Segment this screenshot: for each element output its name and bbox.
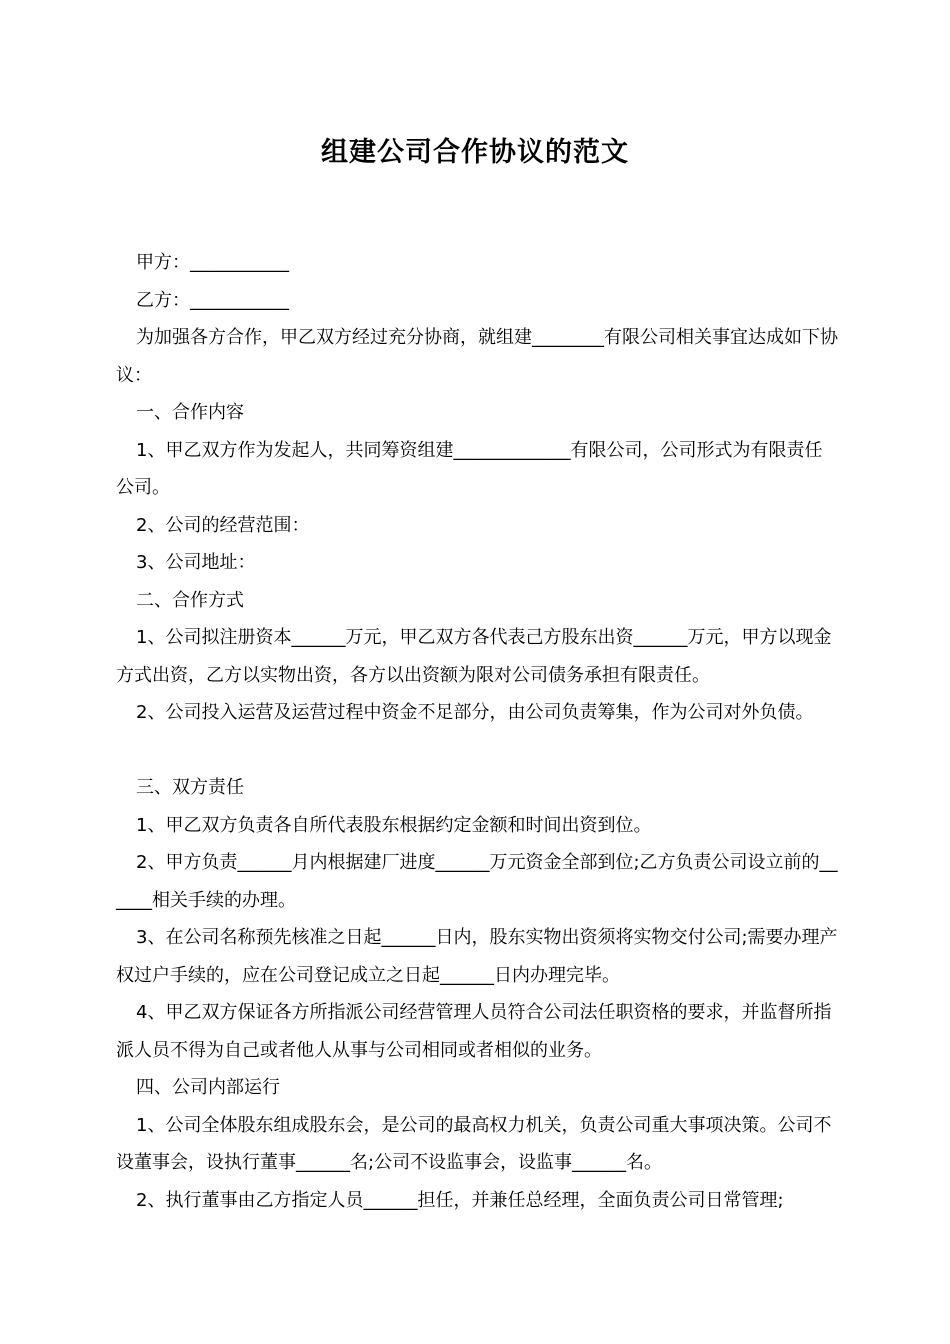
- clause-3-4: 4、甲乙双方保证各方所指派公司经营管理人员符合公司法任职资格的要求，并监督所指派人员不得为自己或者他人从事与公司相同或者相似的业务。: [116, 1002, 832, 1061]
- clause-1-3: 3、公司地址：: [136, 552, 256, 573]
- clause-2-1: 1、公司拟注册资本______万元，甲乙双方各代表己方股东出资______万元，甲方以现金方式出资，乙方以实物出资，各方以出资额为限对公司债务承担有限责任。: [116, 627, 832, 686]
- party-b-line: 乙方：___________: [136, 289, 289, 311]
- clause-4-1: 1、公司全体股东组成股东会，是公司的最高权力机关，负责公司重大事项决策。公司不设董事会，设执行董事______名;公司不设监事会，设监事______名。: [116, 1114, 832, 1173]
- clause-1-1: 1、甲乙双方作为发起人，共同筹资组建_____________有限公司，公司形式为有限责任公司。: [116, 439, 823, 498]
- clause-3-1: 1、甲乙双方负责各自所代表股东根据约定金额和时间出资到位。: [136, 814, 652, 836]
- section-heading-1: 一、合作内容: [136, 402, 244, 423]
- document-title: 组建公司合作协议的范文: [321, 137, 629, 168]
- section-heading-4: 四、公司内部运行: [136, 1077, 280, 1098]
- party-a-line: 甲方：___________: [136, 252, 289, 273]
- paragraph-spacer: [116, 732, 838, 770]
- document-body: [116, 244, 838, 1219]
- clause-3-3: 3、在公司名称预先核准之日起______日内，股东实物出资须将实物交付公司;需要办理产权过户手续的，应在公司登记成立之日起______日内办理完毕。: [116, 927, 838, 986]
- section-heading-2: 二、合作方式: [136, 589, 244, 611]
- section-heading-3: 三、双方责任: [136, 777, 244, 798]
- clause-2-2: 2、公司投入运营及运营过程中资金不足部分，由公司负责筹集，作为公司对外负债。: [136, 702, 814, 723]
- clause-1-2: 2、公司的经营范围：: [136, 514, 310, 536]
- clause-4-2: 2、执行董事由乙方指定人员______担任，并兼任总经理，全面负责公司日常管理;: [136, 1189, 784, 1211]
- preamble-paragraph: 为加强各方合作，甲乙双方经过充分协商，就组建________有限公司相关事宜达成如下协议：: [116, 327, 838, 386]
- clause-3-2: 2、甲方负责______月内根据建厂进度______万元资金全部到位;乙方负责公司设立前的______相关手续的办理。: [116, 852, 838, 911]
